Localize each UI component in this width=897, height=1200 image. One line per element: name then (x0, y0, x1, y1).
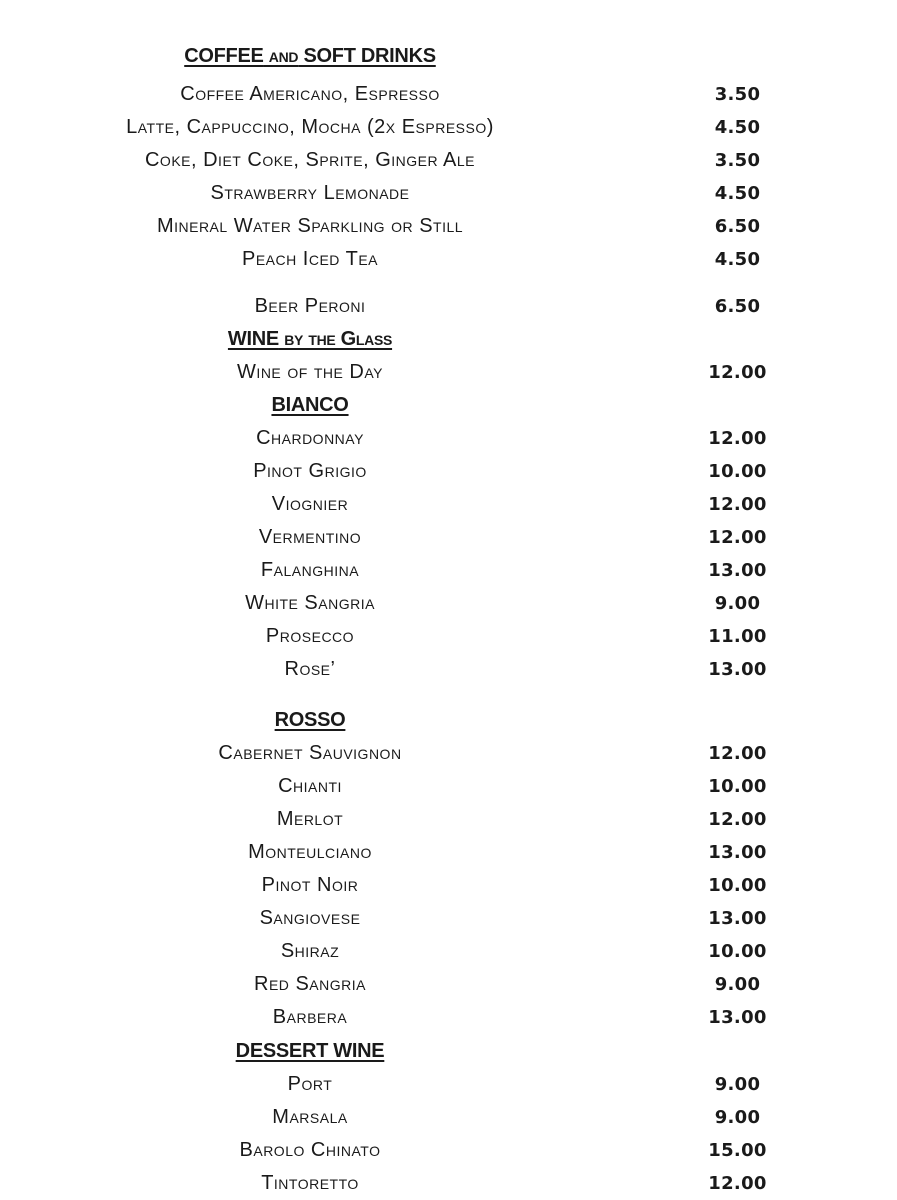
menu-item-name: Sangiovese (259, 907, 361, 929)
menu-item-row (0, 144, 897, 177)
menu-item-row (0, 78, 897, 111)
menu-item-price: 9.00 (714, 1107, 761, 1128)
menu-item-row (0, 210, 897, 243)
menu-item-price: 6.50 (714, 216, 761, 237)
menu-item-name: Coffee Americano, Espresso (180, 83, 440, 105)
section-heading-row (0, 40, 897, 73)
menu-item-price: 10.00 (708, 776, 767, 797)
menu-item-name: Barbera (272, 1006, 348, 1028)
menu-item-price: 13.00 (708, 560, 767, 581)
menu-item-row (0, 455, 897, 488)
menu-item-price: 13.00 (708, 1007, 767, 1028)
menu-item-name: Latte, Cappuccino, Mocha (2x Espresso) (126, 116, 494, 138)
menu-item-price: 9.00 (714, 974, 761, 995)
menu-item-price: 12.00 (708, 527, 767, 548)
menu-item-price: 9.00 (714, 1074, 761, 1095)
menu-item-row (0, 803, 897, 836)
menu-item-row (0, 554, 897, 587)
menu-item-row (0, 902, 897, 935)
menu-item-price: 4.50 (714, 183, 761, 204)
menu-item-price: 13.00 (708, 659, 767, 680)
menu-item-name: Peach Iced Tea (242, 248, 378, 270)
menu-item-name: Chardonnay (256, 427, 364, 449)
menu-item-row (0, 488, 897, 521)
menu-item-row (0, 968, 897, 1001)
menu-item-name: Chianti (278, 775, 342, 797)
menu-item-row (0, 111, 897, 144)
menu-item-name: Port (287, 1073, 333, 1095)
menu-item-price: 3.50 (714, 150, 761, 171)
menu-item-row (0, 869, 897, 902)
menu-item-row (0, 177, 897, 210)
menu-item-name: Monteulciano (248, 841, 372, 863)
menu-item-name: Beer Peroni (254, 295, 366, 317)
menu-item-price: 6.50 (714, 296, 761, 317)
menu-item-row (0, 422, 897, 455)
menu-item-row (0, 653, 897, 686)
section-heading-row (0, 1035, 897, 1068)
menu-item-price: 10.00 (708, 875, 767, 896)
menu-item-price: 12.00 (708, 494, 767, 515)
menu-item-row (0, 1134, 897, 1167)
menu-item-row (0, 243, 897, 276)
menu-item-name: Falanghina (260, 559, 360, 581)
menu-item-price: 12.00 (708, 809, 767, 830)
section-heading-row (0, 323, 897, 356)
menu-item-name: Wine of the Day (237, 361, 383, 383)
menu-item-name: Merlot (276, 808, 344, 830)
menu-item-row (0, 1001, 897, 1034)
section-heading-row (0, 389, 897, 422)
menu-item-name: Tintoretto (261, 1172, 359, 1194)
section-heading-row (0, 704, 897, 737)
menu-item-name: Viognier (271, 493, 349, 515)
menu-item-price: 11.00 (708, 626, 767, 647)
menu-item-price: 12.00 (708, 428, 767, 449)
menu-item-row (0, 737, 897, 770)
menu-item-name: Shiraz (280, 940, 340, 962)
section-heading-bianco: BIANCO (271, 394, 349, 416)
menu-item-price: 13.00 (708, 908, 767, 929)
menu-item-row (0, 935, 897, 968)
menu-item-price: 12.00 (708, 743, 767, 764)
menu-item-row (0, 1101, 897, 1134)
menu-item-name: Rose’ (284, 658, 336, 680)
menu-item-price: 10.00 (708, 461, 767, 482)
menu-item-name: Prosecco (265, 625, 355, 647)
menu-item-name: Marsala (272, 1106, 348, 1128)
menu-item-row (0, 770, 897, 803)
section-heading-wine-by-the-glass: WINE by the Glass (227, 328, 393, 350)
menu-item-name: Barolo Chinato (239, 1139, 381, 1161)
menu-item-price: 9.00 (714, 593, 761, 614)
menu-item-row (0, 290, 897, 323)
menu-item-name: Vermentino (258, 526, 362, 548)
menu-item-price: 10.00 (708, 941, 767, 962)
menu-item-name: Pinot Noir (261, 874, 359, 896)
menu-item-price: 4.50 (714, 249, 761, 270)
menu-item-row (0, 1068, 897, 1101)
section-heading-coffee-soft-drinks: COFFEE and SOFT DRINKS (184, 45, 436, 67)
menu-item-row (0, 836, 897, 869)
menu-item-name: Pinot Grigio (253, 460, 367, 482)
menu-item-row (0, 587, 897, 620)
menu-item-price: 12.00 (708, 1173, 767, 1194)
menu-item-price: 13.00 (708, 842, 767, 863)
menu-item-row (0, 356, 897, 389)
menu-item-name: Coke, Diet Coke, Sprite, Ginger Ale (144, 149, 475, 171)
menu-item-name: Red Sangria (254, 973, 366, 995)
menu-item-row (0, 1167, 897, 1200)
menu-item-price: 4.50 (714, 117, 761, 138)
section-heading-rosso: ROSSO (274, 709, 346, 731)
menu-item-name: Cabernet Sauvignon (218, 742, 402, 764)
menu-item-price: 12.00 (708, 362, 767, 383)
menu-item-name: Mineral Water Sparkling or Still (156, 215, 464, 237)
menu-item-row (0, 620, 897, 653)
section-heading-dessert-wine: DESSERT WINE (235, 1040, 385, 1062)
menu-item-name: Strawberry Lemonade (210, 182, 410, 204)
menu-item-name: White Sangria (245, 592, 375, 614)
menu-item-row (0, 521, 897, 554)
menu-item-price: 3.50 (714, 84, 761, 105)
menu-item-price: 15.00 (708, 1140, 767, 1161)
